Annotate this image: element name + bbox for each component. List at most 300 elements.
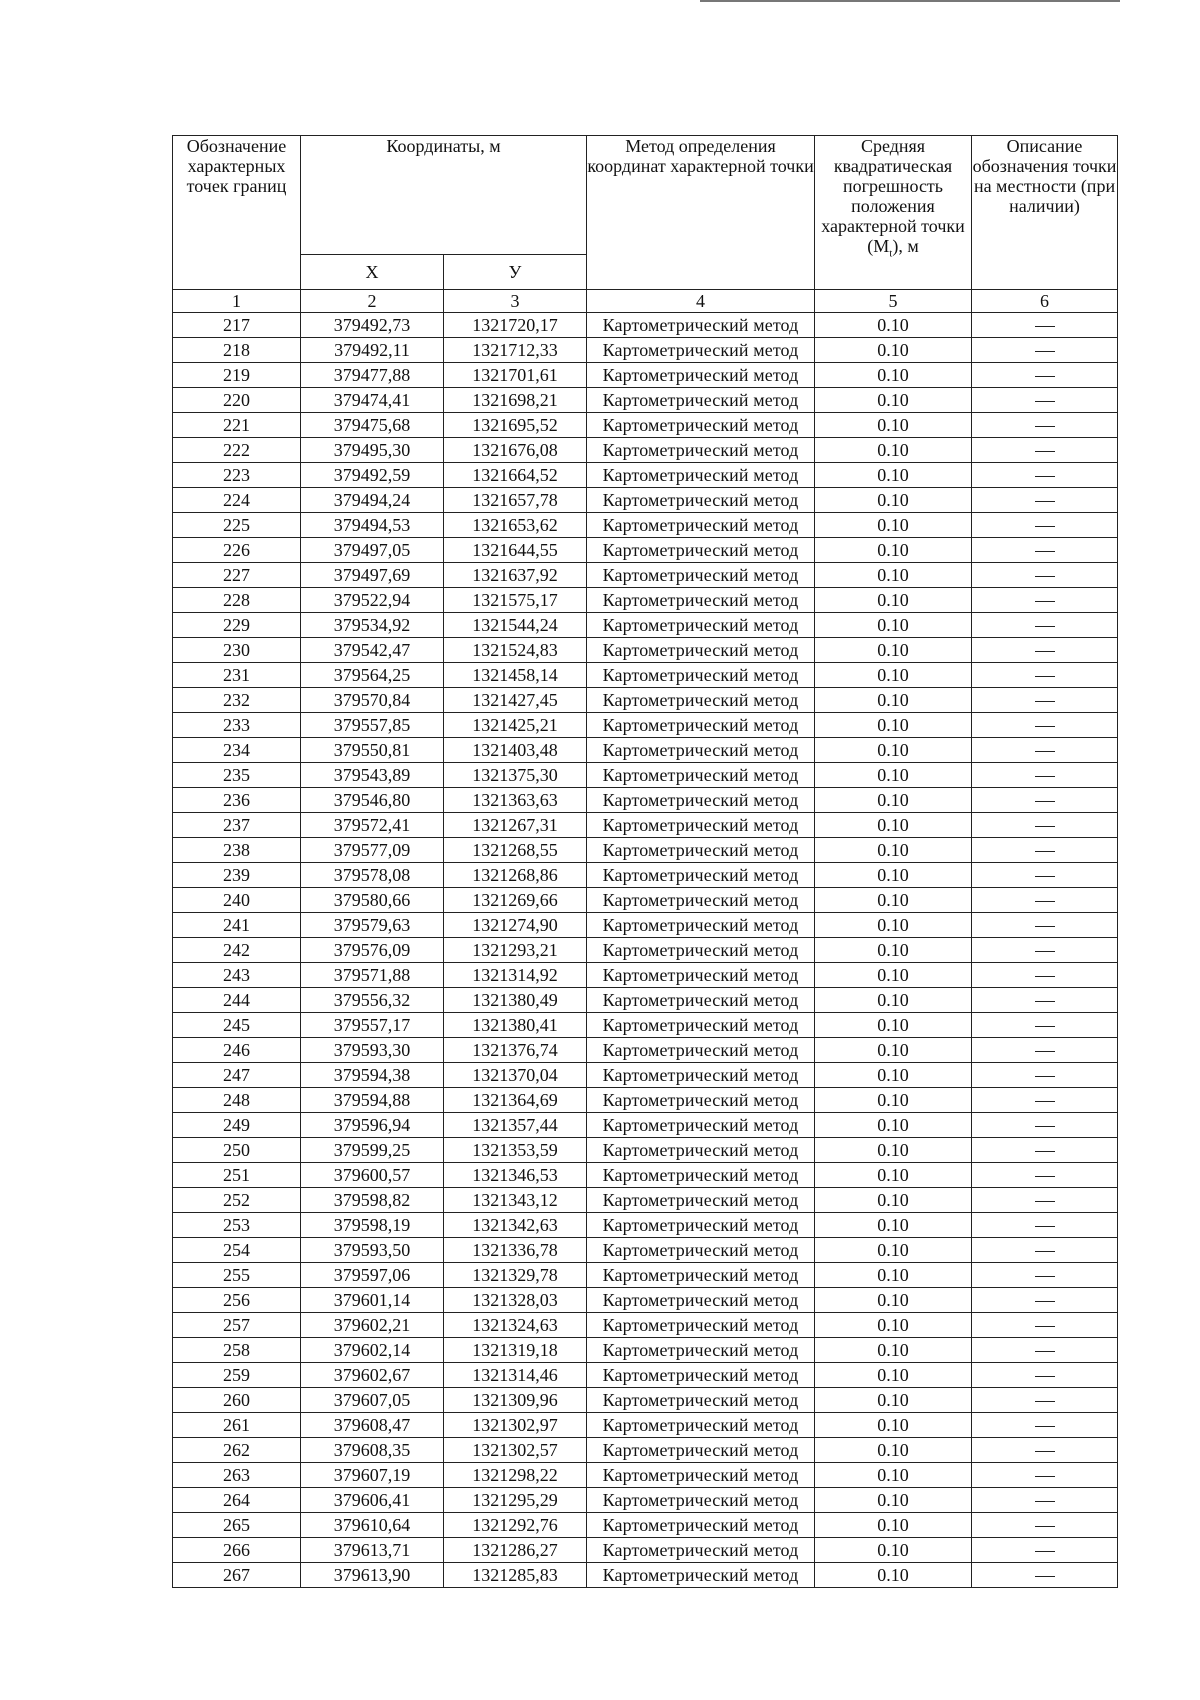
- point-number-cell: 227: [173, 563, 301, 588]
- x-coordinate-cell: 379494,24: [301, 488, 444, 513]
- dash-mark: [1035, 426, 1055, 427]
- method-cell: Картометрический метод: [587, 1263, 815, 1288]
- method-cell: Картометрический метод: [587, 1438, 815, 1463]
- method-cell: Картометрический метод: [587, 1013, 815, 1038]
- description-cell: [972, 813, 1118, 838]
- dash-mark: [1035, 376, 1055, 377]
- method-cell: Картометрический метод: [587, 1113, 815, 1138]
- y-coordinate-cell: 1321403,48: [444, 738, 587, 763]
- table-row: [173, 513, 1118, 538]
- table-header: [173, 136, 1118, 313]
- y-coordinate-cell: 1321427,45: [444, 688, 587, 713]
- method-cell: Картометрический метод: [587, 613, 815, 638]
- table-row: [173, 1263, 1118, 1288]
- mean-error-cell: 0.10: [815, 863, 972, 888]
- table-row: [173, 738, 1118, 763]
- table-row: [173, 1013, 1118, 1038]
- dash-mark: [1035, 576, 1055, 577]
- x-coordinate-cell: 379613,71: [301, 1538, 444, 1563]
- x-coordinate-cell: 379492,59: [301, 463, 444, 488]
- method-cell: Картометрический метод: [587, 388, 815, 413]
- method-cell: Картометрический метод: [587, 488, 815, 513]
- table-row: [173, 1538, 1118, 1563]
- mean-error-cell: 0.10: [815, 688, 972, 713]
- description-cell: [972, 613, 1118, 638]
- table-row: [173, 313, 1118, 338]
- dash-mark: [1035, 926, 1055, 927]
- method-cell: Картометрический метод: [587, 463, 815, 488]
- x-coordinate-cell: 379571,88: [301, 963, 444, 988]
- point-number-cell: 236: [173, 788, 301, 813]
- y-coordinate-cell: 1321695,52: [444, 413, 587, 438]
- table-row: [173, 338, 1118, 363]
- x-coordinate-cell: 379550,81: [301, 738, 444, 763]
- table-row: [173, 688, 1118, 713]
- dash-mark: [1035, 1201, 1055, 1202]
- x-coordinate-cell: 379593,30: [301, 1038, 444, 1063]
- y-coordinate-cell: 1321458,14: [444, 663, 587, 688]
- table-row: [173, 1088, 1118, 1113]
- y-coordinate-cell: 1321353,59: [444, 1138, 587, 1163]
- table-row: [173, 788, 1118, 813]
- table-row: [173, 1063, 1118, 1088]
- x-coordinate-cell: 379492,11: [301, 338, 444, 363]
- point-number-cell: 263: [173, 1463, 301, 1488]
- point-number-cell: 264: [173, 1488, 301, 1513]
- description-cell: [972, 988, 1118, 1013]
- table-row: [173, 963, 1118, 988]
- header-point-designation: Обозначение характерных точек границ: [173, 136, 301, 290]
- mean-error-cell: 0.10: [815, 938, 972, 963]
- table-row: [173, 988, 1118, 1013]
- point-number-cell: 235: [173, 763, 301, 788]
- mean-error-cell: 0.10: [815, 1113, 972, 1138]
- point-number-cell: 223: [173, 463, 301, 488]
- mean-error-cell: 0.10: [815, 1138, 972, 1163]
- y-coordinate-cell: 1321295,29: [444, 1488, 587, 1513]
- method-cell: Картометрический метод: [587, 438, 815, 463]
- mean-error-cell: 0.10: [815, 713, 972, 738]
- table-row: [173, 1563, 1118, 1588]
- column-number: 6: [972, 290, 1118, 313]
- point-number-cell: 238: [173, 838, 301, 863]
- y-coordinate-cell: 1321363,63: [444, 788, 587, 813]
- y-coordinate-cell: 1321676,08: [444, 438, 587, 463]
- method-cell: Картометрический метод: [587, 1163, 815, 1188]
- y-coordinate-cell: 1321309,96: [444, 1388, 587, 1413]
- y-coordinate-cell: 1321376,74: [444, 1038, 587, 1063]
- table-row: [173, 1038, 1118, 1063]
- description-cell: [972, 1113, 1118, 1138]
- table-row: [173, 1288, 1118, 1313]
- y-coordinate-cell: 1321370,04: [444, 1063, 587, 1088]
- point-number-cell: 249: [173, 1113, 301, 1138]
- table-row: [173, 713, 1118, 738]
- table-row: [173, 463, 1118, 488]
- y-coordinate-cell: 1321524,83: [444, 638, 587, 663]
- mean-error-cell: 0.10: [815, 1563, 972, 1588]
- method-cell: Картометрический метод: [587, 688, 815, 713]
- dash-mark: [1035, 976, 1055, 977]
- y-coordinate-cell: 1321328,03: [444, 1288, 587, 1313]
- boundary-points-table: [172, 135, 1118, 1588]
- dash-mark: [1035, 1251, 1055, 1252]
- dash-mark: [1035, 1476, 1055, 1477]
- top-edge-rule: [700, 0, 1120, 2]
- dash-mark: [1035, 1051, 1055, 1052]
- mean-error-cell: 0.10: [815, 788, 972, 813]
- description-cell: [972, 938, 1118, 963]
- dash-mark: [1035, 1301, 1055, 1302]
- mean-error-cell: 0.10: [815, 1488, 972, 1513]
- mean-error-cell: 0.10: [815, 463, 972, 488]
- dash-mark: [1035, 651, 1055, 652]
- description-cell: [972, 713, 1118, 738]
- point-number-cell: 240: [173, 888, 301, 913]
- x-coordinate-cell: 379578,08: [301, 863, 444, 888]
- dash-mark: [1035, 801, 1055, 802]
- column-number: 2: [301, 290, 444, 313]
- table-row: [173, 1313, 1118, 1338]
- table-row: [173, 1113, 1118, 1138]
- point-number-cell: 245: [173, 1013, 301, 1038]
- y-coordinate-cell: 1321298,22: [444, 1463, 587, 1488]
- table-row: [173, 1363, 1118, 1388]
- point-number-cell: 241: [173, 913, 301, 938]
- description-cell: [972, 1388, 1118, 1413]
- point-number-cell: 267: [173, 1563, 301, 1588]
- x-coordinate-cell: 379577,09: [301, 838, 444, 863]
- mean-error-cell: 0.10: [815, 1013, 972, 1038]
- point-number-cell: 233: [173, 713, 301, 738]
- description-cell: [972, 413, 1118, 438]
- dash-mark: [1035, 1226, 1055, 1227]
- description-cell: [972, 1288, 1118, 1313]
- x-coordinate-cell: 379522,94: [301, 588, 444, 613]
- y-coordinate-cell: 1321324,63: [444, 1313, 587, 1338]
- dash-mark: [1035, 726, 1055, 727]
- method-cell: Картометрический метод: [587, 1563, 815, 1588]
- method-cell: Картометрический метод: [587, 1388, 815, 1413]
- point-number-cell: 259: [173, 1363, 301, 1388]
- y-coordinate-cell: 1321274,90: [444, 913, 587, 938]
- table-row: [173, 1413, 1118, 1438]
- table-row: [173, 1488, 1118, 1513]
- description-cell: [972, 1363, 1118, 1388]
- y-coordinate-cell: 1321701,61: [444, 363, 587, 388]
- x-coordinate-cell: 379602,14: [301, 1338, 444, 1363]
- header-mean-error: Средняя квадратическая погрешность положения характерной точки $(M_t)$, м: [815, 136, 972, 290]
- point-number-cell: 261: [173, 1413, 301, 1438]
- point-number-cell: 253: [173, 1213, 301, 1238]
- mean-error-cell: 0.10: [815, 963, 972, 988]
- method-cell: Картометрический метод: [587, 938, 815, 963]
- x-coordinate-cell: 379593,50: [301, 1238, 444, 1263]
- column-number: 1: [173, 290, 301, 313]
- description-cell: [972, 638, 1118, 663]
- mean-error-cell: 0.10: [815, 888, 972, 913]
- y-coordinate-cell: 1321329,78: [444, 1263, 587, 1288]
- dash-mark: [1035, 1176, 1055, 1177]
- x-coordinate-cell: 379600,57: [301, 1163, 444, 1188]
- mean-error-cell: 0.10: [815, 988, 972, 1013]
- method-cell: Картометрический метод: [587, 813, 815, 838]
- description-cell: [972, 863, 1118, 888]
- point-number-cell: 258: [173, 1338, 301, 1363]
- description-cell: [972, 1088, 1118, 1113]
- header-x: X: [301, 255, 444, 290]
- dash-mark: [1035, 1326, 1055, 1327]
- description-cell: [972, 1313, 1118, 1338]
- mean-error-cell: 0.10: [815, 838, 972, 863]
- x-coordinate-cell: 379607,19: [301, 1463, 444, 1488]
- x-coordinate-cell: 379534,92: [301, 613, 444, 638]
- method-cell: Картометрический метод: [587, 1338, 815, 1363]
- point-number-cell: 218: [173, 338, 301, 363]
- point-number-cell: 251: [173, 1163, 301, 1188]
- table-row: [173, 938, 1118, 963]
- table-row: [173, 813, 1118, 838]
- mean-error-cell: 0.10: [815, 438, 972, 463]
- table-body: [173, 313, 1118, 1588]
- column-number: 3: [444, 290, 587, 313]
- mean-error-cell: 0.10: [815, 613, 972, 638]
- y-coordinate-cell: 1321380,49: [444, 988, 587, 1013]
- point-number-cell: 252: [173, 1188, 301, 1213]
- table-row: [173, 863, 1118, 888]
- mean-error-cell: 0.10: [815, 1238, 972, 1263]
- header-y: У: [444, 255, 587, 290]
- point-number-cell: 230: [173, 638, 301, 663]
- dash-mark: [1035, 1126, 1055, 1127]
- method-cell: Картометрический метод: [587, 763, 815, 788]
- point-number-cell: 237: [173, 813, 301, 838]
- description-cell: [972, 438, 1118, 463]
- dash-mark: [1035, 1401, 1055, 1402]
- mean-error-cell: 0.10: [815, 588, 972, 613]
- table-row: [173, 1188, 1118, 1213]
- point-number-cell: 224: [173, 488, 301, 513]
- x-coordinate-cell: 379596,94: [301, 1113, 444, 1138]
- description-cell: [972, 1238, 1118, 1263]
- mean-error-cell: 0.10: [815, 388, 972, 413]
- description-cell: [972, 1438, 1118, 1463]
- y-coordinate-cell: 1321314,46: [444, 1363, 587, 1388]
- x-coordinate-cell: 379597,06: [301, 1263, 444, 1288]
- column-number: 5: [815, 290, 972, 313]
- column-number: 4: [587, 290, 815, 313]
- y-coordinate-cell: 1321664,52: [444, 463, 587, 488]
- table-row: [173, 663, 1118, 688]
- description-cell: [972, 488, 1118, 513]
- description-cell: [972, 1488, 1118, 1513]
- y-coordinate-cell: 1321285,83: [444, 1563, 587, 1588]
- dash-mark: [1035, 676, 1055, 677]
- point-number-cell: 255: [173, 1263, 301, 1288]
- point-number-cell: 232: [173, 688, 301, 713]
- description-cell: [972, 1063, 1118, 1088]
- table-row: [173, 538, 1118, 563]
- table-row: [173, 1438, 1118, 1463]
- point-number-cell: 243: [173, 963, 301, 988]
- header-method: Метод определения координат характерной точки: [587, 136, 815, 290]
- description-cell: [972, 788, 1118, 813]
- method-cell: Картометрический метод: [587, 638, 815, 663]
- method-cell: Картометрический метод: [587, 963, 815, 988]
- description-cell: [972, 513, 1118, 538]
- y-coordinate-cell: 1321293,21: [444, 938, 587, 963]
- method-cell: Картометрический метод: [587, 1363, 815, 1388]
- dash-mark: [1035, 1076, 1055, 1077]
- method-cell: Картометрический метод: [587, 913, 815, 938]
- mean-error-cell: 0.10: [815, 1338, 972, 1363]
- description-cell: [972, 688, 1118, 713]
- method-cell: Картометрический метод: [587, 713, 815, 738]
- description-cell: [972, 363, 1118, 388]
- table-row: [173, 913, 1118, 938]
- mean-error-cell: 0.10: [815, 913, 972, 938]
- mean-error-cell: 0.10: [815, 1063, 972, 1088]
- dash-mark: [1035, 1101, 1055, 1102]
- x-coordinate-cell: 379580,66: [301, 888, 444, 913]
- point-number-cell: 262: [173, 1438, 301, 1463]
- description-cell: [972, 1188, 1118, 1213]
- table-row: [173, 1213, 1118, 1238]
- x-coordinate-cell: 379492,73: [301, 313, 444, 338]
- mean-error-cell: 0.10: [815, 413, 972, 438]
- dash-mark: [1035, 851, 1055, 852]
- y-coordinate-cell: 1321302,57: [444, 1438, 587, 1463]
- description-cell: [972, 1538, 1118, 1563]
- description-cell: [972, 888, 1118, 913]
- method-cell: Картометрический метод: [587, 788, 815, 813]
- point-number-cell: 248: [173, 1088, 301, 1113]
- x-coordinate-cell: 379594,38: [301, 1063, 444, 1088]
- mean-error-cell: 0.10: [815, 338, 972, 363]
- description-cell: [972, 663, 1118, 688]
- y-coordinate-cell: 1321269,66: [444, 888, 587, 913]
- description-cell: [972, 1213, 1118, 1238]
- dash-mark: [1035, 1151, 1055, 1152]
- table-row: [173, 638, 1118, 663]
- point-number-cell: 222: [173, 438, 301, 463]
- y-coordinate-cell: 1321698,21: [444, 388, 587, 413]
- method-cell: Картометрический метод: [587, 1413, 815, 1438]
- method-cell: Картометрический метод: [587, 738, 815, 763]
- point-number-cell: 247: [173, 1063, 301, 1088]
- point-number-cell: 234: [173, 738, 301, 763]
- dash-mark: [1035, 776, 1055, 777]
- x-coordinate-cell: 379608,35: [301, 1438, 444, 1463]
- point-number-cell: 229: [173, 613, 301, 638]
- dash-mark: [1035, 626, 1055, 627]
- mean-error-cell: 0.10: [815, 1413, 972, 1438]
- dash-mark: [1035, 601, 1055, 602]
- mean-error-cell: 0.10: [815, 1213, 972, 1238]
- point-number-cell: 219: [173, 363, 301, 388]
- dash-mark: [1035, 476, 1055, 477]
- point-number-cell: 257: [173, 1313, 301, 1338]
- table-row: [173, 438, 1118, 463]
- point-number-cell: 266: [173, 1538, 301, 1563]
- description-cell: [972, 388, 1118, 413]
- description-cell: [972, 1013, 1118, 1038]
- mean-error-cell: 0.10: [815, 1038, 972, 1063]
- mean-error-cell: 0.10: [815, 1388, 972, 1413]
- mean-error-cell: 0.10: [815, 738, 972, 763]
- dash-mark: [1035, 751, 1055, 752]
- table-row: [173, 763, 1118, 788]
- mean-error-cell: 0.10: [815, 1513, 972, 1538]
- mean-error-cell: 0.10: [815, 538, 972, 563]
- dash-mark: [1035, 1551, 1055, 1552]
- point-number-cell: 244: [173, 988, 301, 1013]
- description-cell: [972, 1513, 1118, 1538]
- description-cell: [972, 1138, 1118, 1163]
- dash-mark: [1035, 1276, 1055, 1277]
- y-coordinate-cell: 1321653,62: [444, 513, 587, 538]
- y-coordinate-cell: 1321346,53: [444, 1163, 587, 1188]
- point-number-cell: 265: [173, 1513, 301, 1538]
- dash-mark: [1035, 701, 1055, 702]
- x-coordinate-cell: 379598,19: [301, 1213, 444, 1238]
- description-cell: [972, 1413, 1118, 1438]
- description-cell: [972, 463, 1118, 488]
- method-cell: Картометрический метод: [587, 338, 815, 363]
- x-coordinate-cell: 379599,25: [301, 1138, 444, 1163]
- method-cell: Картометрический метод: [587, 838, 815, 863]
- table-row: [173, 838, 1118, 863]
- x-coordinate-cell: 379543,89: [301, 763, 444, 788]
- dash-mark: [1035, 826, 1055, 827]
- y-coordinate-cell: 1321319,18: [444, 1338, 587, 1363]
- point-number-cell: 217: [173, 313, 301, 338]
- point-number-cell: 225: [173, 513, 301, 538]
- method-cell: Картометрический метод: [587, 1488, 815, 1513]
- y-coordinate-cell: 1321644,55: [444, 538, 587, 563]
- x-coordinate-cell: 379610,64: [301, 1513, 444, 1538]
- description-cell: [972, 1338, 1118, 1363]
- method-cell: Картометрический метод: [587, 1313, 815, 1338]
- point-number-cell: 246: [173, 1038, 301, 1063]
- point-number-cell: 228: [173, 588, 301, 613]
- description-cell: [972, 738, 1118, 763]
- y-coordinate-cell: 1321720,17: [444, 313, 587, 338]
- x-coordinate-cell: 379576,09: [301, 938, 444, 963]
- dash-mark: [1035, 551, 1055, 552]
- dash-mark: [1035, 901, 1055, 902]
- x-coordinate-cell: 379607,05: [301, 1388, 444, 1413]
- method-cell: Картометрический метод: [587, 1138, 815, 1163]
- x-coordinate-cell: 379557,85: [301, 713, 444, 738]
- x-coordinate-cell: 379572,41: [301, 813, 444, 838]
- x-coordinate-cell: 379608,47: [301, 1413, 444, 1438]
- y-coordinate-cell: 1321637,92: [444, 563, 587, 588]
- x-coordinate-cell: 379570,84: [301, 688, 444, 713]
- table-row: [173, 363, 1118, 388]
- mean-error-cell: 0.10: [815, 488, 972, 513]
- x-coordinate-cell: 379475,68: [301, 413, 444, 438]
- x-coordinate-cell: 379494,53: [301, 513, 444, 538]
- method-cell: Картометрический метод: [587, 663, 815, 688]
- dash-mark: [1035, 1001, 1055, 1002]
- x-coordinate-cell: 379594,88: [301, 1088, 444, 1113]
- mean-error-cell: 0.10: [815, 763, 972, 788]
- method-cell: Картометрический метод: [587, 863, 815, 888]
- description-cell: [972, 538, 1118, 563]
- y-coordinate-cell: 1321314,92: [444, 963, 587, 988]
- description-cell: [972, 588, 1118, 613]
